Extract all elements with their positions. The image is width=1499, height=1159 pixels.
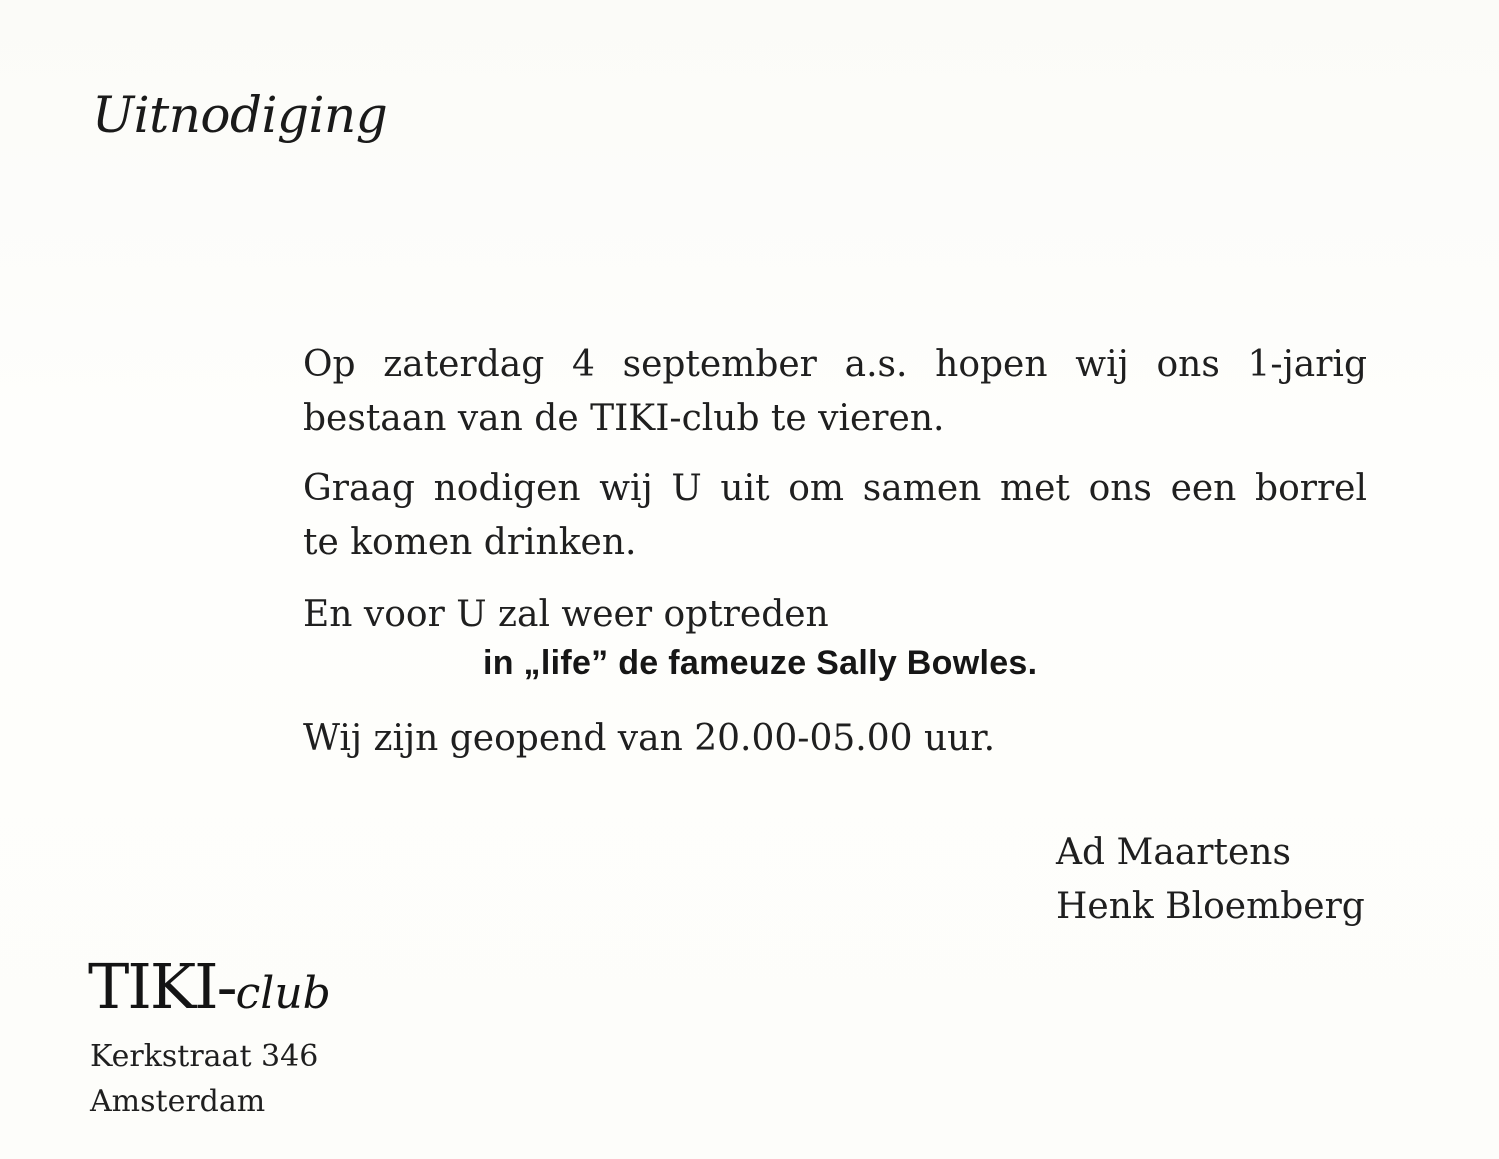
signatory-name: Ad Maartens [1056,832,1291,873]
paragraph-invite-line-2: te komen drinken. [303,522,637,563]
paragraph-opening-hours: Wij zijn geopend van 20.00-05.00 uur. [303,718,996,759]
invitation-heading: Uitnodiging [92,86,388,144]
signatories [1056,826,1365,934]
paragraph-date [303,338,1367,446]
paragraph-invite-line-1: Graag nodigen wij U uit om samen met ons een borrel [303,468,1367,509]
address-city: Amsterdam [90,1084,266,1119]
paragraph-performance: En voor U zal weer optreden [303,594,829,635]
club-name-main: TIKI- [88,950,236,1023]
address-street: Kerkstraat 346 [90,1039,319,1074]
club-address [90,1034,318,1124]
paragraph-invite [303,462,1367,570]
club-name-suffix: club [235,968,331,1019]
signatory-name: Henk Bloemberg [1056,886,1365,927]
paragraph-date-line-2: bestaan van de TIKI-club te vieren. [303,398,945,439]
performer-headline: in „life” de fameuze Sally Bowles. [483,644,1038,682]
club-name [88,950,331,1023]
paragraph-date-line-1: Op zaterdag 4 september a.s. hopen wij ons 1-jarig [303,344,1367,385]
